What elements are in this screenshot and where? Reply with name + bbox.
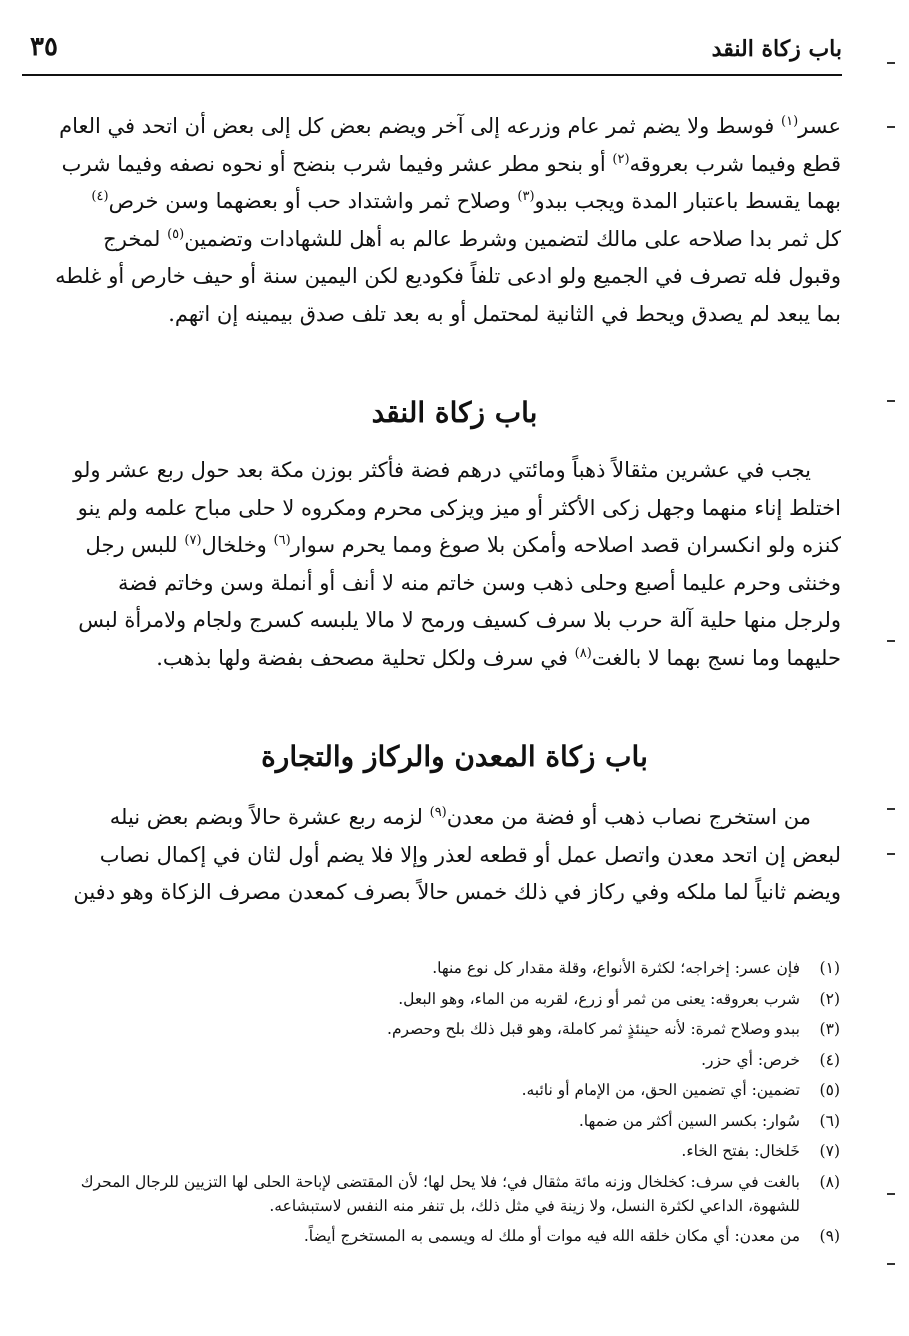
text-line: اختلط إناء منهما وجهل زكى الأكثر أو ميز ويزكى محرم ومكروه لا حلى مباح علمه ولم ينو — [77, 495, 841, 520]
page-number: ٣٥ — [30, 32, 58, 62]
margin-mark — [887, 853, 895, 855]
text-line: وخنثى وحرم عليما أصبع وحلى ذهب وسن خاتم منه لا أنف أو أنملة وسن وخاتم فضة — [117, 570, 841, 595]
footnote-number: (٢) — [819, 989, 840, 1008]
page-header — [22, 30, 842, 76]
text-line: كنزه ولو انكسران قصد اصلاحه وأمكن بلا صوغ ومما يحرم سوار$^{(٦)}$ وخلخال$^{(٧)}$ للبس رجل — [85, 533, 841, 557]
text-line: كل ثمر بدا صلاحه على مالك لتضمين وشرط عالم به أهل للشهادات وتضمين$^{(٥)}$ لمخرج — [103, 226, 841, 251]
footnotes — [60, 953, 840, 1251]
footnote — [60, 1106, 840, 1137]
text-line: ولرجل منها حلية آلة حرب بلا سرف كسيف ورمح لا مالا يلبسه كسرج ولجام ولامرأة لبس — [78, 608, 841, 632]
footnote — [60, 1136, 840, 1167]
footnote-number: (٥) — [819, 1081, 840, 1099]
margin-mark — [887, 640, 895, 642]
footnote — [60, 1045, 840, 1076]
footnote-text: بالغت في سرف: كخلخال وزنه مائة مثقال في؛ فلا يحل لها؛ لأن المقتضى لإباحة الحلى لها التزيين للرجال المحرك للشهوة، الداعي لكثرة النسل، ولا زينة في مثل ذلك، بل تنفر منه النفس لاستبشاعه. — [80, 1172, 800, 1215]
margin-mark — [887, 1263, 895, 1265]
text-line: عسر$^{(١)}$ فوسط ولا يضم ثمر عام وزرعه إلى آخر ويضم بعض كل إلى بعض أن اتحد في العام — [59, 114, 841, 138]
footnote-text: فإن عسر: إخراجه؛ لكثرة الأنواع، وقلة مقدار كل نوع منها. — [432, 959, 800, 977]
footnote-text: خرص: أي حزر. — [701, 1050, 800, 1069]
footnote-text: سُوار: بكسر السين أكثر من ضمها. — [578, 1111, 800, 1130]
footnote-number: (٤) — [819, 1050, 840, 1069]
section-title-madin: باب زكاة المعدن والركاز والتجارة — [261, 740, 648, 773]
footnote — [60, 984, 840, 1015]
footnote-number: (٩) — [819, 1226, 840, 1245]
text-line: بما يبعد لم يصدق ويحط في الثانية لمحتمل أو به بعد تلف صدق بيمينه إن اتهم. — [168, 301, 841, 326]
footnote — [60, 1075, 840, 1106]
footnote-number: (٣) — [819, 1020, 840, 1038]
text-line: وقبول فله تصرف في الجميع ولو ادعى تلفاً فكوديع لكن اليمين سنة أو حيف خارص أو غلطه — [55, 264, 841, 288]
footnote — [60, 1014, 840, 1045]
footnote-number: (٦) — [819, 1111, 840, 1130]
footnote-text: تضمين: أي تضمين الحق، من الإمام أو نائبه. — [521, 1081, 800, 1099]
margin-mark — [887, 808, 895, 810]
footnote-number: (٨) — [819, 1172, 840, 1191]
footnote — [60, 1167, 840, 1221]
madin-paragraph — [48, 799, 841, 912]
footnote-text: خَلخال: بفتح الخاء. — [681, 1142, 800, 1160]
margin-mark — [887, 1193, 895, 1195]
margin-mark — [887, 62, 895, 64]
text-line: ويضم ثانياً لما ملكه وفي ركاز في ذلك خمس حالاً بصرف كمعدن مصرف الزكاة وهو دفين — [73, 880, 841, 904]
text-line: لبعض إن اتحد معدن واتصل عمل أو قطعه لعذر وإلا فلا يضم أول لثان في إكمال نصاب — [99, 842, 841, 867]
footnote-number: (٧) — [819, 1142, 840, 1160]
footnote-text: شرب بعروقه: يعنى من ثمر أو زرع، لقربه من الماء، وهو البعل. — [398, 989, 800, 1008]
footnote-text: ببدو وصلاح ثمرة: لأنه حينئذٍ ثمر كاملة، وهو قبل ذلك بلح وحصرم. — [387, 1020, 800, 1038]
footnote — [60, 953, 840, 984]
text-line: قطع وفيما شرب بعروقه$^{(٢)}$ أو بنحو مطر عشر وفيما شرب بنضح أو نحوه نصفه وفيما شرب — [61, 151, 841, 176]
intro-paragraph — [48, 108, 841, 333]
text-line: من استخرج نصاب ذهب أو فضة من معدن$^{(٩)}$ لزمه ربع عشرة حالاً وبضم بعض نيله — [109, 805, 811, 829]
text-line: بهما يقسط باعتبار المدة ويجب ببدو$^{(٣)}$ وصلاح ثمر واشتداد حب أو بعضهما وسن خرص$^{(٤)}$ — [91, 189, 841, 213]
section-title-naqd: باب زكاة النقد — [371, 396, 538, 429]
text-line: حليهما وما نسج بهما لا بالغت$^{(٨)}$ في سرف ولكل تحلية مصحف بفضة ولها بذهب. — [156, 645, 841, 670]
footnote-number: (١) — [819, 959, 840, 977]
margin-mark — [887, 400, 895, 402]
margin-mark — [887, 126, 895, 128]
footnote-text: من معدن: أي مكان خلقه الله فيه موات أو ملك له ويسمى به المستخرج أيضاً. — [303, 1226, 800, 1245]
naqd-paragraph — [48, 452, 841, 677]
running-title: باب زكاة النقد — [711, 36, 842, 62]
footnote — [60, 1221, 840, 1252]
text-line: يجب في عشرين مثقالاً ذهباً ومائتي درهم فضة فأكثر بوزن مكة بعد حول ربع عشر ولو — [73, 458, 811, 482]
